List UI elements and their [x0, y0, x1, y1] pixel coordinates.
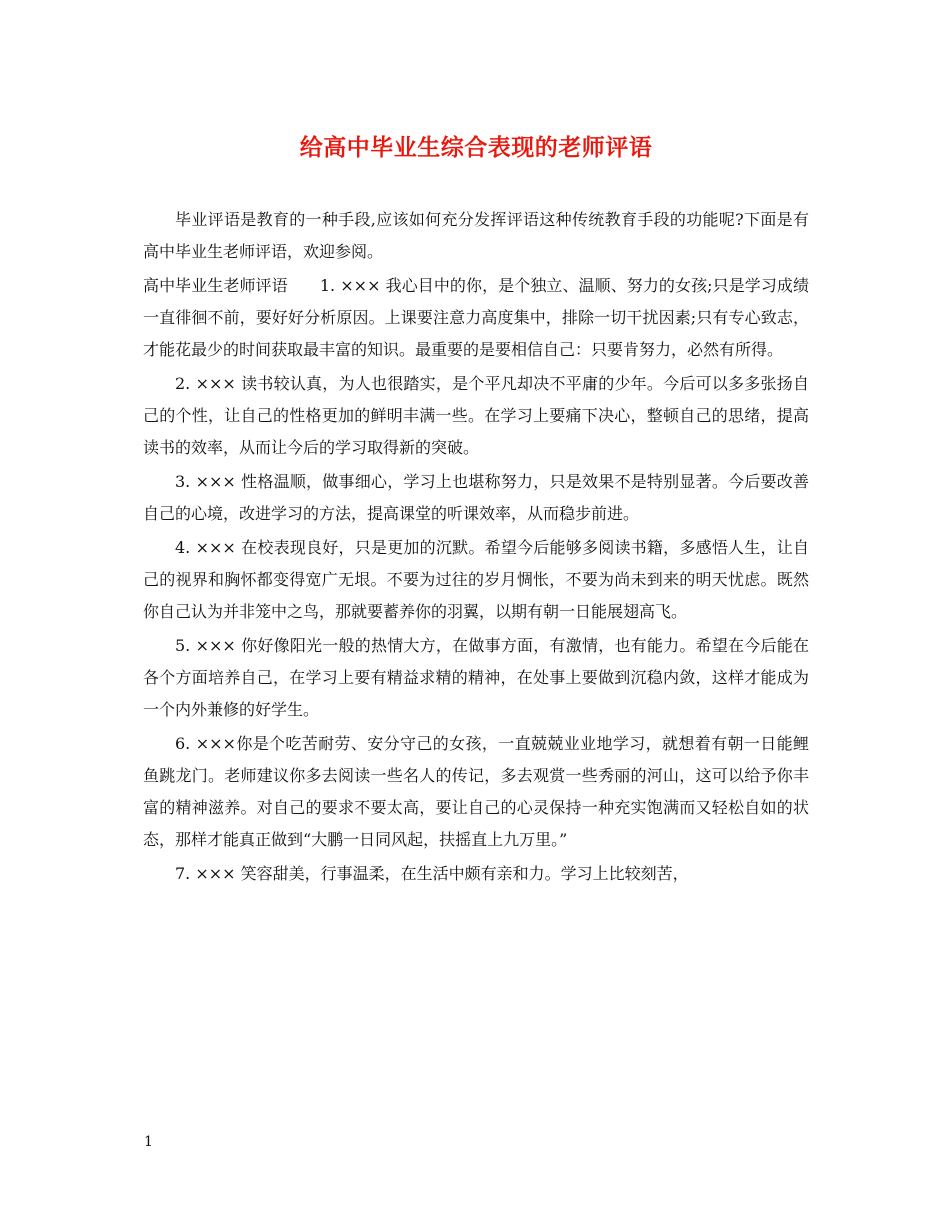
document-title: 给高中毕业生综合表现的老师评语 [299, 134, 653, 161]
page-number: 1 [144, 1134, 153, 1150]
comment-paragraph-1: 高中毕业生老师评语 1. ××× 我心目中的你，是个独立、温顺、努力的女孩;只是学习成绩一直徘徊不前，要好好分析原因。上课要注意力高度集中，排除一切干扰因素;只有专心致志，才能花最少的时间获取最丰富的知识。最重要的是要相信自己：只要肯努力，必然有所得。 [143, 276, 809, 359]
comment-paragraph-4: 4. ××× 在校表现良好，只是更加的沉默。希望今后能够多阅读书籍，多感悟人生，让自己的视界和胸怀都变得宽广无垠。不要为过往的岁月惆怅，不要为尚未到来的明天忧虑。既然你自己认为并非笼中之鸟，那就要蓄养你的羽翼，以期有朝一日能展翅高飞。 [143, 538, 809, 621]
comment-paragraph-5: 5. ××× 你好像阳光一般的热情大方，在做事方面，有激情，也有能力。希望在今后能在各个方面培养自己，在学习上要有精益求精的精神，在处事上要做到沉稳内敛，这样才能成为一个内外兼修的好学生。 [143, 636, 809, 719]
intro-paragraph: 毕业评语是教育的一种手段,应该如何充分发挥评语这种传统教育手段的功能呢?下面是有高中毕业生老师评语，欢迎参阅。 [143, 210, 809, 261]
comment-paragraph-7: 7. ××× 笑容甜美，行事温柔，在生活中颇有亲和力。学习上比较刻苦， [175, 864, 689, 883]
comment-paragraph-3: 3. ××× 性格温顺，做事细心，学习上也堪称努力，只是效果不是特别显著。今后要改善自己的心境，改进学习的方法，提高课堂的听课效率，从而稳步前进。 [143, 472, 809, 523]
comment-paragraph-6: 6. ×××你是个吃苦耐劳、安分守己的女孩，一直兢兢业业地学习，就想着有朝一日能鲤鱼跳龙门。老师建议你多去阅读一些名人的传记，多去观赏一些秀丽的河山，这可以给予你丰富的精神滋养。对自己的要求不要太高，要让自己的心灵保持一种充实饱满而又轻松自如的状态，那样才能真正做到“大鹏一日同风起，扶摇直上九万里。” [143, 734, 809, 849]
document-body [143, 204, 809, 892]
comment-paragraph-2: 2. ××× 读书较认真，为人也很踏实，是个平凡却决不平庸的少年。今后可以多多张扬自己的个性，让自己的性格更加的鲜明丰满一些。在学习上要痛下决心，整顿自己的思绪，提高读书的效率，从而让今后的学习取得新的突破。 [143, 374, 809, 457]
